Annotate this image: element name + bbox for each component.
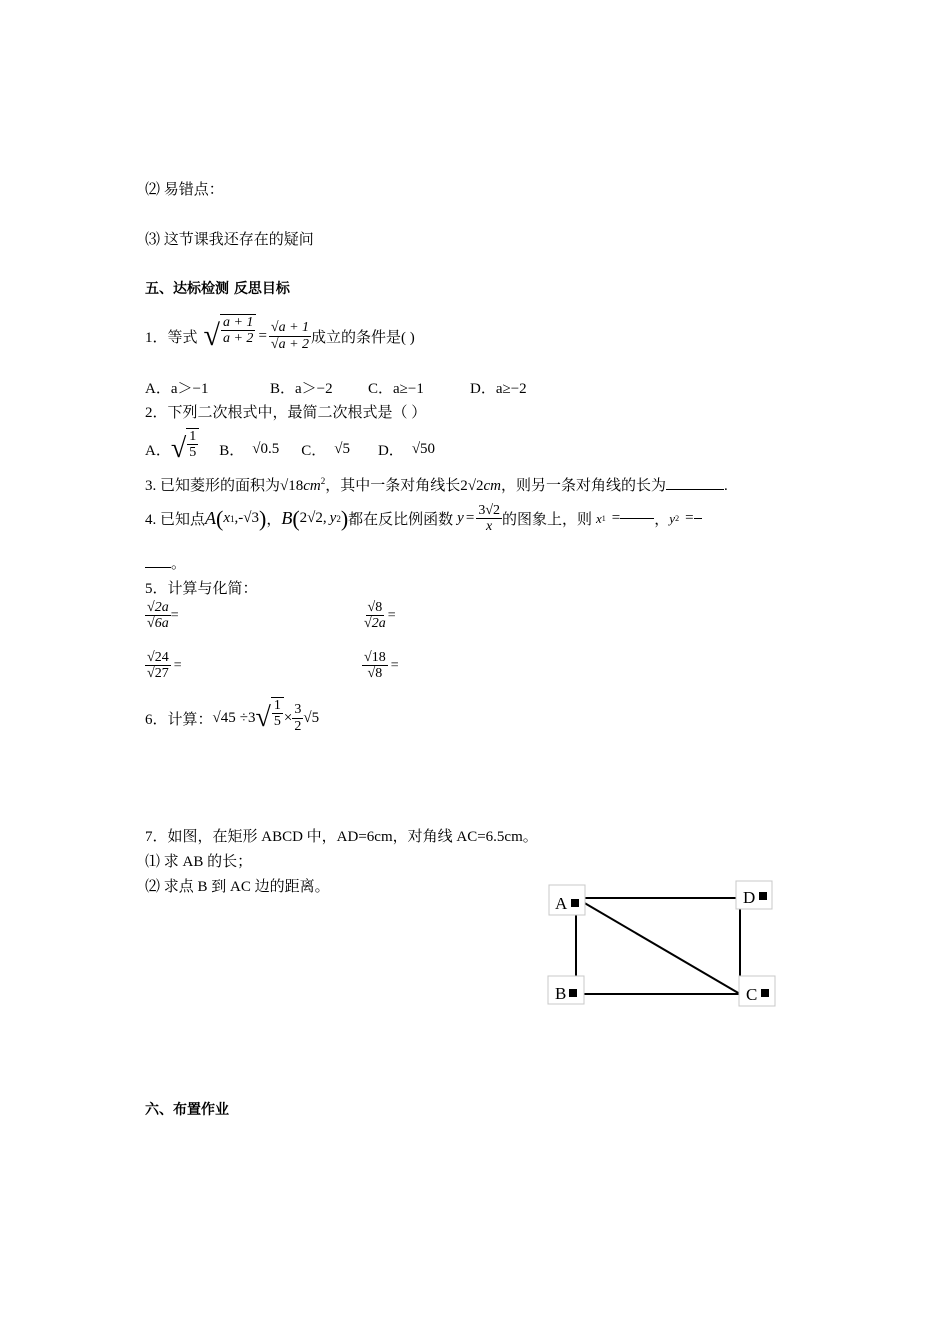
anchor-marker-b <box>569 989 577 997</box>
problem-4-comma2: ， <box>654 512 670 529</box>
section-5-title: 五、达标检测 反思目标 <box>145 281 290 297</box>
problem-1-right-num: a + 1 <box>278 320 310 336</box>
problem-4-a-mid: ,- <box>234 510 244 527</box>
problem-5-e4-num: 18 <box>371 650 386 665</box>
label-box-d <box>736 881 772 909</box>
problem-2-option-d: √50 <box>411 440 436 457</box>
problem-2-option-d-label: D． <box>377 442 404 459</box>
problem-3-area-unit: cm <box>303 478 321 494</box>
problem-1-right-fraction: $\frac{√a + 1}{√a + 2}$ <box>270 320 310 352</box>
anchor-marker-a <box>571 899 579 907</box>
problem-4-prefix: 4. 已知点 <box>145 512 206 529</box>
problem-4-comma: ， <box>266 512 282 529</box>
problem-7-sub-2: ⑵ 求点 B 到 AC 边的距离。 <box>145 879 330 895</box>
problem-4-point-a: A <box>205 508 217 529</box>
problem-5-e2-eq: = <box>387 607 396 623</box>
problem-4-eq2: = <box>685 510 694 527</box>
problem-5-e2-den: 2a <box>371 616 386 632</box>
problem-4-ax-sub: 1 <box>230 513 235 524</box>
problem-4-func-rad: 2 <box>493 503 500 518</box>
problem-2-option-c-label: C． <box>301 442 327 459</box>
problem-5-e1-num: 2a <box>154 600 169 615</box>
problem-4-func-coef: 3 <box>478 503 486 518</box>
vertex-label-a: A <box>555 894 568 913</box>
problem-4-by: y <box>329 510 337 527</box>
problem-4-point-b: B <box>281 508 293 529</box>
problem-1-left-den: a + 2 <box>222 331 254 347</box>
problem-6-div: ÷3 <box>239 709 256 726</box>
label-box-b <box>548 976 584 1004</box>
problem-5-e3-den: 27 <box>154 666 169 682</box>
problem-4: 4. 已知点 A ( x 1 ,- √3 ) ， B ( 2 √2, y 2 ) 都在反比例函数 y = $\frac{3√2}{x}$ 的图象上，则 x 1 = ， y 2 = <box>145 503 702 535</box>
problem-5-e1-den: 6a <box>154 616 169 632</box>
section-6-title: 六、布置作业 <box>145 1102 229 1118</box>
problem-4-x1-sub: 1 <box>601 514 606 524</box>
problem-3-area-val: 18 <box>288 478 304 494</box>
problem-5-expr-3: $\frac{√24}{√27}$ = <box>147 650 182 682</box>
problem-3-diagonal: 2√2cm <box>460 478 501 494</box>
problem-3-mid: ，其中一条对角线长 <box>325 478 461 494</box>
problem-6-times: × <box>283 709 293 726</box>
problem-6: 6．计算： √45 ÷3 √ $\frac{1}{5}$ × $\frac{3}{2}$ √5 <box>145 697 319 739</box>
problem-5-e1-eq: = <box>170 607 179 623</box>
problem-2-option-a: √ $\frac{1}{5}$ <box>171 428 199 470</box>
problem-4-end: 。 <box>171 556 187 572</box>
vertex-label-c: C <box>746 985 758 1004</box>
problem-2-option-b: √0.5 <box>252 440 280 457</box>
note-questions: ⑶ 这节课我还存在的疑问 <box>145 232 314 248</box>
problem-1-prefix: 1．等式 <box>145 329 198 346</box>
problem-3-suffix: ，则另一条对角线的长为 <box>501 478 667 494</box>
problem-4-function-fraction: $\frac{3√2}{x}$ <box>478 503 500 535</box>
problem-4-suffix: 的图象上，则 <box>502 512 593 529</box>
problem-1 <box>145 314 415 358</box>
problem-2-options <box>145 428 435 470</box>
problem-6-f-num: 1 <box>273 698 281 713</box>
problem-3-area-exp: 2 <box>320 476 326 486</box>
problem-5-expr-4: $\frac{√18}{√8}$ = <box>364 650 399 682</box>
problem-5-e3-num: 24 <box>154 650 169 665</box>
problem-2-option-b-label: B． <box>219 442 245 459</box>
problem-3 <box>145 474 728 495</box>
problem-1-right-den: a + 2 <box>278 336 310 352</box>
problem-4-y2-blank-end[interactable] <box>145 567 171 568</box>
problem-5-expr-2: $\frac{√8}{√2a}$ = <box>364 600 396 632</box>
note-error-points: ⑵ 易错点： <box>145 182 224 198</box>
problem-1-option-b: B．a＞−2 <box>270 381 333 397</box>
problem-3-area: $√18cm^2$ <box>280 476 326 494</box>
problem-4-mid: 都在反比例函数 <box>348 512 454 529</box>
problem-2-option-a-label: A． <box>145 442 171 459</box>
problem-2-text: 2．下列二次根式中，最简二次根式是（ ） <box>145 405 427 421</box>
problem-5-expr-1: $\frac{√2a}{√6a}$ = <box>147 600 179 632</box>
problem-4-func-y: y <box>457 510 464 527</box>
problem-1-option-c: C．a≥−1 <box>368 381 424 397</box>
problem-2-b-val: 0.5 <box>260 440 280 457</box>
problem-5-e3-eq: = <box>173 657 182 673</box>
problem-4-y2-blank-start[interactable] <box>694 518 702 519</box>
problem-4-x1: x <box>596 510 602 526</box>
diagonal-ac <box>576 898 740 994</box>
problem-6-r2: 5 <box>311 709 320 726</box>
problem-6-radical-fraction: √ $\frac{1}{5}$ <box>255 697 283 739</box>
problem-4-ax: x <box>223 510 231 527</box>
problem-2-a-den: 5 <box>189 445 197 461</box>
problem-1-option-d: D．a≥−2 <box>470 381 527 397</box>
anchor-marker-d <box>759 892 767 900</box>
problem-6-g-den: 2 <box>294 718 302 734</box>
problem-4-func-eq: = <box>465 510 475 527</box>
vertex-label-b: B <box>555 984 567 1003</box>
problem-4-x1-blank[interactable] <box>620 518 654 519</box>
problem-7-sub-1: ⑴ 求 AB 的长； <box>145 854 253 870</box>
problem-5-title: 5．计算与化简： <box>145 581 258 597</box>
problem-3-prefix: 3. 已知菱形的面积为 <box>145 478 281 494</box>
vertex-label-d: D <box>743 888 756 907</box>
problem-4-y2-sub: 2 <box>675 514 680 524</box>
label-box-c <box>739 976 775 1006</box>
problem-3-diag-coef: 2 <box>460 478 468 494</box>
problem-3-diag-unit: cm <box>483 478 501 494</box>
problem-2-c-val: 5 <box>342 440 350 457</box>
problem-1-suffix: 成立的条件是( ) <box>311 329 415 346</box>
problem-4-b-rad: 2 <box>315 510 323 527</box>
problem-4-continuation <box>145 552 186 573</box>
problem-6-f-den: 5 <box>273 714 281 730</box>
problem-5-e2-num: 8 <box>375 600 383 615</box>
problem-5-e4-eq: = <box>390 657 399 673</box>
problem-6-r1: 45 <box>220 709 236 726</box>
problem-4-by-sub: 2 <box>336 513 341 524</box>
rectangle-abcd-figure <box>540 875 790 1015</box>
problem-4-y2: y <box>669 510 676 526</box>
problem-1-equals: = <box>258 327 267 344</box>
problem-4-b-coef: 2 <box>299 510 308 527</box>
problem-5-e4-den: 8 <box>375 666 383 682</box>
problem-2-d-val: 50 <box>420 440 436 457</box>
problem-6-prefix: 6．计算： <box>145 711 213 728</box>
problem-1-option-a: A．a＞−1 <box>145 381 209 397</box>
problem-2-option-c: √5 <box>334 440 350 457</box>
problem-4-a-rad: 3 <box>251 510 259 527</box>
problem-6-fraction <box>292 702 303 734</box>
problem-2-a-num: 1 <box>189 429 197 444</box>
problem-3-answer-blank[interactable] <box>666 489 724 490</box>
problem-3-end: . <box>724 478 728 494</box>
problem-4-eq1: = <box>611 510 621 527</box>
problem-1-left-radical: √ $\frac{a + 1}{a + 2}$ <box>204 314 257 358</box>
anchor-marker-c <box>761 989 769 997</box>
label-box-a <box>549 885 585 915</box>
problem-6-g-num: 3 <box>294 702 302 718</box>
problem-1-left-num: a + 1 <box>222 315 254 330</box>
problem-7-text: 7．如图，在矩形 ABCD 中，AD=6cm，对角线 AC=6.5cm。 <box>145 829 538 845</box>
problem-3-diag-val: 2 <box>476 478 484 494</box>
problem-4-func-den: x <box>486 519 493 535</box>
